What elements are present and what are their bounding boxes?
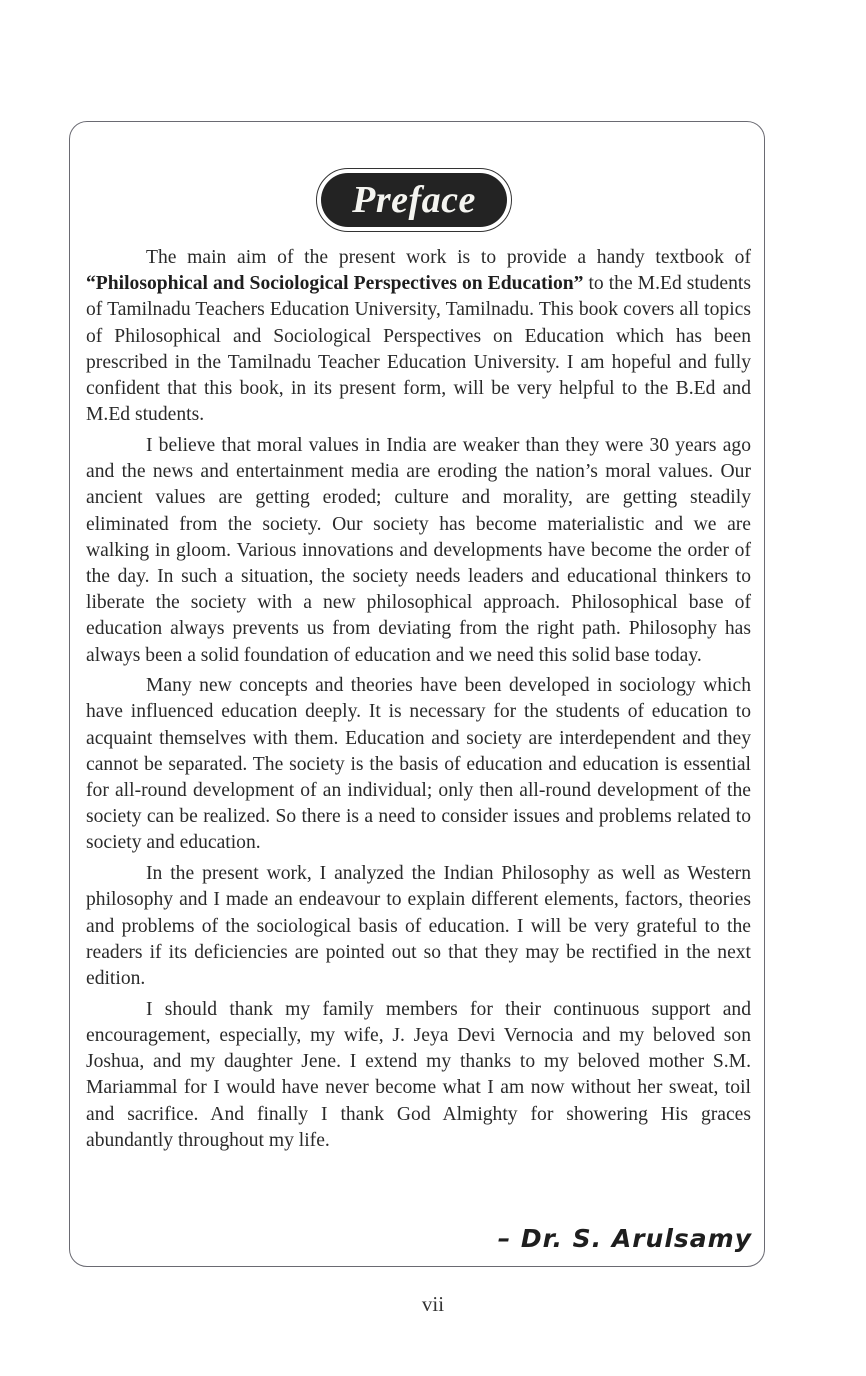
- paragraph-5: I should thank my family members for their continuous support and encouragement, especially, my wife, J. Jeya Devi Vernocia and my beloved son Joshua, and my daughter Jene. I extend my thanks to my beloved mother S.M. Mariammal for I would have never become what I am now without her sweat, toil and sacrifice. And finally I thank God Almighty for showering His graces abundantly throughout my life.: [86, 998, 751, 1151]
- preface-body: [86, 245, 751, 1158]
- paragraph-2: I believe that moral values in India are weaker than they were 30 years ago and the news and entertainment media are eroding the nation’s moral values. Our ancient values are getting eroded; culture and morality, are getting steadily eliminated from the society. Our society has become materialistic and we are walking in gloom. Various innovations and developments have become the order of the day. In such a situation, the society needs leaders and educational thinkers to liberate the society with a new philosophical approach. Philosophical base of education always prevents us from deviating from the right path. Philosophy has always been a solid foundation of education and we need this solid base today.: [86, 434, 751, 666]
- paragraph-4: In the present work, I analyzed the Indian Philosophy as well as Western philosophy and I made an endeavour to explain different elements, factors, theories and problems of the sociological basis of education. I will be very grateful to the readers if its deficiencies are pointed out so that they may be rectified in the next edition.: [86, 863, 751, 989]
- title-badge-inner: [321, 173, 507, 227]
- paragraph-1: [86, 245, 751, 428]
- page-title: Preface: [352, 179, 476, 221]
- title-badge: [316, 168, 512, 232]
- author-signature: – Dr. S. Arulsamy: [497, 1224, 752, 1253]
- book-title-bold: “Philosophical and Sociological Perspectives on Education”: [86, 273, 584, 295]
- paragraph-3: Many new concepts and theories have been developed in sociology which have influenced education deeply. It is necessary for the students of education to acquaint themselves with them. Education and society are interdependent and they cannot be separated. The society is the basis of education and education is essential for all-round development of an individual; only then all-round development of the society can be realized. So there is a need to consider issues and problems related to society and education.: [86, 675, 751, 854]
- page-number: vii: [421, 1292, 445, 1316]
- paragraph-1-rest: to the M.Ed students of Tamilnadu Teachers Education University, Tamilnadu. This book covers all topics of Philosophical and Sociological Perspectives on Education which has been prescribed in the Tamilnadu Teacher Education University. I am hopeful and fully confident that this book, in its present form, will be very helpful to the B.Ed and M.Ed students.: [86, 273, 751, 426]
- paragraph-1-intro: The main aim of the present work is to provide a handy textbook of: [146, 247, 751, 268]
